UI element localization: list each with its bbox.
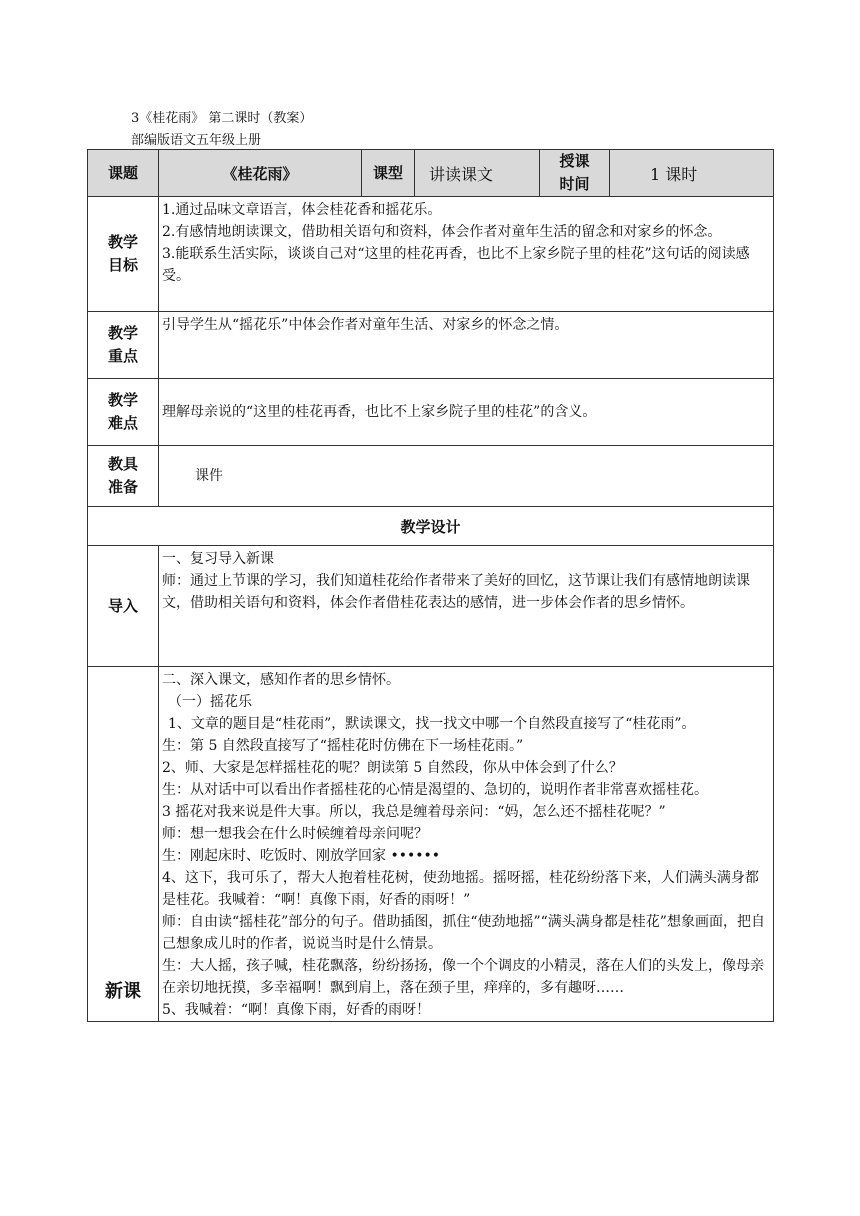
goals-label: [88, 197, 159, 312]
new-lesson-row: [88, 667, 774, 1022]
page-subtitle: 部编版语文五年级上册: [131, 133, 262, 148]
lesson-line: 2、师、大家是怎样摇桂花的呢？朗读第 5 自然段，你从中体会到了什么？: [162, 760, 623, 776]
lesson-line: 5、我喊着：“啊！真像下雨，好香的雨呀！: [162, 1002, 431, 1018]
label-type: 课型: [362, 150, 415, 197]
intro-row: [88, 546, 774, 667]
goals-label-line2: 目标: [107, 256, 138, 274]
label-time: [540, 150, 610, 197]
lesson-line: 师：想一想我会在什么时候缠着母亲问呢？: [162, 826, 428, 842]
intro-content: [159, 546, 774, 667]
goals-content: [159, 197, 774, 312]
design-title-row: [88, 507, 774, 546]
key-points-label-line1: 教学: [107, 324, 138, 342]
difficulties-label: [88, 379, 159, 446]
key-points-text: 引导学生从“摇花乐”中体会作者对童年生活、对家乡的怀念之情。: [162, 317, 569, 333]
tools-label: [88, 446, 159, 507]
lesson-plan-table: [87, 149, 774, 1022]
tools-label-line1: 教具: [107, 455, 138, 473]
lesson-line: 生：刚起床时、吃饭时、刚放学回家 ••••••: [162, 848, 440, 864]
goals-label-line1: 教学: [107, 233, 138, 251]
key-points-label: [88, 312, 159, 379]
difficulties-row: [88, 379, 774, 446]
difficulties-label-line1: 教学: [107, 391, 138, 409]
lesson-line: 师：自由读“摇桂花”部分的句子。借助插图，抓住“使劲地摇”“满头满身都是桂花”想象画面，把自己想象成儿时的作者，说说当时是什么情景。: [162, 914, 765, 952]
tools-row: [88, 446, 774, 507]
label-time-line1: 授课: [559, 152, 590, 170]
lesson-line: 生：第 5 自然段直接写了“摇桂花时仿佛在下一场桂花雨。”: [162, 738, 524, 754]
goal-item: 1.通过品味文章语言，体会桂花香和摇花乐。: [162, 202, 442, 218]
header-row: [88, 150, 774, 197]
difficulties-content: [159, 379, 774, 446]
new-lesson-label: 新课: [88, 667, 159, 1022]
lesson-line: 生：从对话中可以看出作者摇桂花的心情是渴望的、急切的，说明作者非常喜欢摇桂花。: [162, 782, 708, 798]
key-points-content: [159, 312, 774, 379]
intro-label: 导入: [88, 546, 159, 667]
intro-line: 一、复习导入新课: [162, 551, 274, 567]
lesson-line: 4、这下，我可乐了，帮大人抱着桂花树，使劲地摇。摇呀摇，桂花纷纷落下来，人们满头满身都是桂花。我喊着：“啊！真像下雨，好香的雨呀！”: [162, 870, 759, 908]
lesson-line: 3 摇花对我来说是件大事。所以，我总是缠着母亲问：“妈，怎么还不摇桂花呢？”: [162, 804, 666, 820]
key-points-label-line2: 重点: [107, 347, 138, 365]
design-title: 教学设计: [88, 507, 774, 546]
lesson-line: 二、深入课文，感知作者的思乡情怀。: [162, 672, 400, 688]
page-title: 3《桂花雨》 第二课时（教案）: [131, 111, 313, 126]
difficulties-label-line2: 难点: [107, 414, 138, 432]
goal-item: 2.有感情地朗读课文，借助相关语句和资料，体会作者对童年生活的留念和对家乡的怀念。: [162, 224, 722, 240]
tools-text: 课件: [195, 468, 223, 484]
key-points-row: [88, 312, 774, 379]
type-value: 讲读课文: [415, 150, 540, 197]
new-lesson-content: [159, 667, 774, 1022]
time-value: 1 课时: [610, 150, 774, 197]
label-time-line2: 时间: [559, 175, 590, 193]
goal-item: 3.能联系生活实际，谈谈自己对“这里的桂花再香，也比不上家乡院子里的桂花”这句话的阅读感受。: [162, 246, 750, 284]
lesson-line: 1、文章的题目是“桂花雨”，默读课文，找一找文中哪一个自然段直接写了“桂花雨”。: [168, 716, 696, 732]
difficulties-text: 理解母亲说的“这里的桂花再香，也比不上家乡院子里的桂花”的含义。: [162, 404, 597, 420]
topic-value: 《桂花雨》: [159, 150, 362, 197]
goals-row: [88, 197, 774, 312]
label-topic: 课题: [88, 150, 159, 197]
tools-content: [159, 446, 774, 507]
lesson-line: 生：大人摇，孩子喊，桂花飘落，纷纷扬扬，像一个个调皮的小精灵，落在人们的头发上，像母亲在亲切地抚摸，多幸福啊！飘到肩上，落在颈子里，痒痒的，多有趣呀……: [162, 958, 764, 996]
intro-line: 师：通过上节课的学习，我们知道桂花给作者带来了美好的回忆，这节课让我们有感情地朗读课文，借助相关语句和资料，体会作者借桂花表达的感情，进一步体会作者的思乡情怀。: [162, 573, 750, 611]
tools-label-line2: 准备: [107, 478, 138, 496]
lesson-line: （一）摇花乐: [168, 694, 252, 710]
